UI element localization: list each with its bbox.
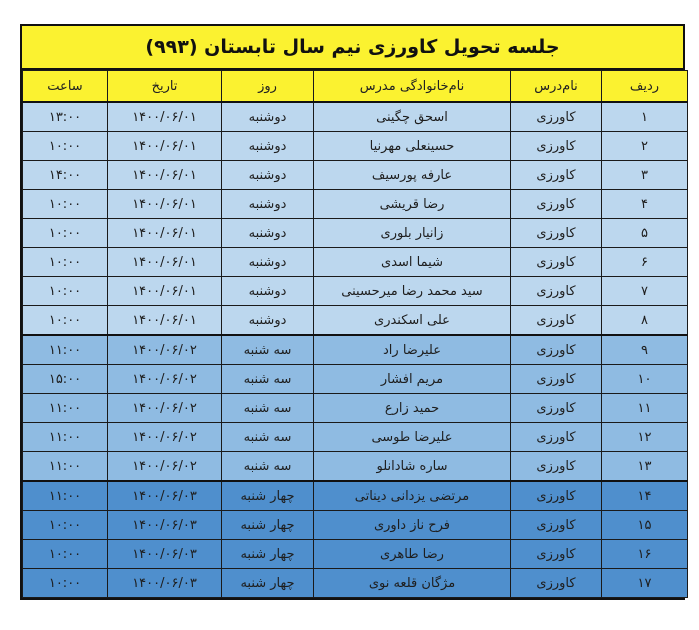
cell-row-number: ۷ xyxy=(602,277,688,306)
cell-day: چهار شنبه xyxy=(222,481,314,511)
cell-time: ۱۰:۰۰ xyxy=(23,306,108,336)
header-time: ساعت xyxy=(23,71,108,103)
cell-date: ۱۴۰۰/۰۶/۰۳ xyxy=(108,511,222,540)
header-row xyxy=(23,71,688,103)
cell-course: کاورزی xyxy=(511,161,602,190)
cell-course: کاورزی xyxy=(511,394,602,423)
cell-row-number: ۹ xyxy=(602,335,688,365)
cell-row-number: ۶ xyxy=(602,248,688,277)
cell-time: ۱۰:۰۰ xyxy=(23,190,108,219)
cell-time: ۱۴:۰۰ xyxy=(23,161,108,190)
cell-date: ۱۴۰۰/۰۶/۰۱ xyxy=(108,161,222,190)
cell-day: دوشنبه xyxy=(222,190,314,219)
cell-course: کاورزی xyxy=(511,511,602,540)
cell-time: ۱۰:۰۰ xyxy=(23,540,108,569)
cell-date: ۱۴۰۰/۰۶/۰۱ xyxy=(108,190,222,219)
cell-time: ۱۱:۰۰ xyxy=(23,394,108,423)
cell-time: ۱۰:۰۰ xyxy=(23,511,108,540)
table-row xyxy=(23,452,688,482)
cell-day: سه شنبه xyxy=(222,394,314,423)
table-row xyxy=(23,365,688,394)
table-row xyxy=(23,540,688,569)
cell-day: دوشنبه xyxy=(222,277,314,306)
header-course: نام‌درس xyxy=(511,71,602,103)
cell-row-number: ۱۲ xyxy=(602,423,688,452)
cell-teacher: مرتضی یزدانی دیناتی xyxy=(314,481,511,511)
cell-course: کاورزی xyxy=(511,452,602,482)
table-row xyxy=(23,481,688,511)
cell-course: کاورزی xyxy=(511,335,602,365)
cell-row-number: ۲ xyxy=(602,132,688,161)
cell-date: ۱۴۰۰/۰۶/۰۲ xyxy=(108,335,222,365)
cell-teacher: حسینعلی مهرنیا xyxy=(314,132,511,161)
cell-time: ۱۱:۰۰ xyxy=(23,423,108,452)
cell-date: ۱۴۰۰/۰۶/۰۱ xyxy=(108,132,222,161)
cell-row-number: ۱۶ xyxy=(602,540,688,569)
cell-row-number: ۱ xyxy=(602,102,688,132)
cell-row-number: ۱۷ xyxy=(602,569,688,598)
cell-time: ۱۰:۰۰ xyxy=(23,248,108,277)
cell-day: سه شنبه xyxy=(222,423,314,452)
cell-course: کاورزی xyxy=(511,219,602,248)
table-row xyxy=(23,219,688,248)
cell-row-number: ۱۵ xyxy=(602,511,688,540)
cell-row-number: ۱۱ xyxy=(602,394,688,423)
cell-teacher: علی اسکندری xyxy=(314,306,511,336)
cell-day: چهار شنبه xyxy=(222,540,314,569)
cell-teacher: مریم افشار xyxy=(314,365,511,394)
cell-time: ۱۳:۰۰ xyxy=(23,102,108,132)
cell-time: ۱۰:۰۰ xyxy=(23,277,108,306)
cell-course: کاورزی xyxy=(511,365,602,394)
cell-course: کاورزی xyxy=(511,190,602,219)
cell-date: ۱۴۰۰/۰۶/۰۲ xyxy=(108,452,222,482)
cell-day: سه شنبه xyxy=(222,335,314,365)
cell-time: ۱۱:۰۰ xyxy=(23,335,108,365)
cell-teacher: ساره شادانلو xyxy=(314,452,511,482)
cell-date: ۱۴۰۰/۰۶/۰۲ xyxy=(108,394,222,423)
table-row xyxy=(23,277,688,306)
cell-date: ۱۴۰۰/۰۶/۰۳ xyxy=(108,540,222,569)
cell-day: چهار شنبه xyxy=(222,569,314,598)
cell-course: کاورزی xyxy=(511,423,602,452)
cell-row-number: ۳ xyxy=(602,161,688,190)
cell-teacher: مژگان قلعه نوی xyxy=(314,569,511,598)
cell-row-number: ۱۰ xyxy=(602,365,688,394)
cell-teacher: فرح ناز داوری xyxy=(314,511,511,540)
cell-date: ۱۴۰۰/۰۶/۰۲ xyxy=(108,365,222,394)
cell-course: کاورزی xyxy=(511,248,602,277)
cell-time: ۱۱:۰۰ xyxy=(23,481,108,511)
cell-date: ۱۴۰۰/۰۶/۰۱ xyxy=(108,102,222,132)
header-day: روز xyxy=(222,71,314,103)
cell-course: کاورزی xyxy=(511,540,602,569)
table-row xyxy=(23,190,688,219)
cell-time: ۱۰:۰۰ xyxy=(23,132,108,161)
cell-time: ۱۵:۰۰ xyxy=(23,365,108,394)
cell-row-number: ۱۴ xyxy=(602,481,688,511)
schedule-table xyxy=(22,70,688,598)
table-row xyxy=(23,511,688,540)
cell-day: چهار شنبه xyxy=(222,511,314,540)
cell-day: دوشنبه xyxy=(222,219,314,248)
cell-day: دوشنبه xyxy=(222,248,314,277)
cell-date: ۱۴۰۰/۰۶/۰۱ xyxy=(108,277,222,306)
cell-course: کاورزی xyxy=(511,569,602,598)
cell-teacher: رضا قریشی xyxy=(314,190,511,219)
table-row xyxy=(23,335,688,365)
cell-day: دوشنبه xyxy=(222,102,314,132)
cell-day: سه شنبه xyxy=(222,452,314,482)
cell-course: کاورزی xyxy=(511,132,602,161)
table-row xyxy=(23,102,688,132)
cell-time: ۱۰:۰۰ xyxy=(23,569,108,598)
cell-date: ۱۴۰۰/۰۶/۰۳ xyxy=(108,481,222,511)
schedule-sheet xyxy=(20,24,685,600)
cell-teacher: عارفه پورسیف xyxy=(314,161,511,190)
cell-date: ۱۴۰۰/۰۶/۰۲ xyxy=(108,423,222,452)
cell-row-number: ۴ xyxy=(602,190,688,219)
cell-teacher: زانیار بلوری xyxy=(314,219,511,248)
table-row xyxy=(23,569,688,598)
cell-row-number: ۱۳ xyxy=(602,452,688,482)
cell-teacher: علیرضا راد xyxy=(314,335,511,365)
cell-row-number: ۵ xyxy=(602,219,688,248)
table-row xyxy=(23,132,688,161)
table-row xyxy=(23,248,688,277)
cell-time: ۱۱:۰۰ xyxy=(23,452,108,482)
sheet-title: جلسه تحویل کاورزی نیم سال تابستان (۹۹۳) xyxy=(22,26,683,70)
cell-date: ۱۴۰۰/۰۶/۰۱ xyxy=(108,219,222,248)
cell-day: سه شنبه xyxy=(222,365,314,394)
cell-course: کاورزی xyxy=(511,277,602,306)
cell-teacher: رضا طاهری xyxy=(314,540,511,569)
header-row-number: ردیف xyxy=(602,71,688,103)
cell-date: ۱۴۰۰/۰۶/۰۳ xyxy=(108,569,222,598)
cell-date: ۱۴۰۰/۰۶/۰۱ xyxy=(108,306,222,336)
cell-teacher: حمید زارع xyxy=(314,394,511,423)
table-row xyxy=(23,394,688,423)
cell-teacher: شیما اسدی xyxy=(314,248,511,277)
header-teacher: نام‌خانوادگی مدرس xyxy=(314,71,511,103)
cell-day: دوشنبه xyxy=(222,306,314,336)
table-row xyxy=(23,423,688,452)
cell-day: دوشنبه xyxy=(222,161,314,190)
cell-date: ۱۴۰۰/۰۶/۰۱ xyxy=(108,248,222,277)
cell-teacher: سید محمد رضا میرحسینی xyxy=(314,277,511,306)
cell-row-number: ۸ xyxy=(602,306,688,336)
cell-course: کاورزی xyxy=(511,481,602,511)
cell-teacher: علیرضا طوسی xyxy=(314,423,511,452)
table-row xyxy=(23,161,688,190)
cell-course: کاورزی xyxy=(511,306,602,336)
cell-day: دوشنبه xyxy=(222,132,314,161)
table-row xyxy=(23,306,688,336)
cell-course: کاورزی xyxy=(511,102,602,132)
header-date: تاریخ xyxy=(108,71,222,103)
cell-time: ۱۰:۰۰ xyxy=(23,219,108,248)
cell-teacher: اسحق چگینی xyxy=(314,102,511,132)
